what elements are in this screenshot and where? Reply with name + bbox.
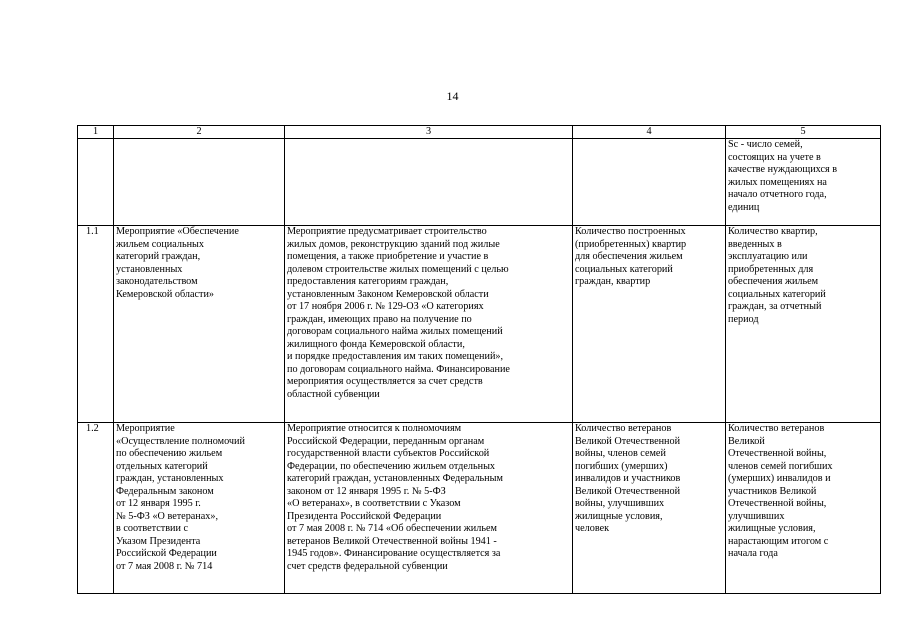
formula-cell: Количество квартир, введенных в эксплуатацию или приобретенных для обеспечения жильем социальных категорий граждан, за отчетный период (726, 226, 881, 423)
row-number: 1.2 (78, 423, 114, 594)
table-row (78, 423, 881, 594)
table-row (78, 226, 881, 423)
event-cell: Мероприятие «Обеспечение жильем социальных категорий граждан, установленных законодательством Кемеровской области» (114, 226, 285, 423)
document-table (77, 125, 881, 594)
description-cell: Мероприятие относится к полномочиям Российской Федерации, переданным органам государственной власти субъектов Российской Федерации, по обеспечению жильем отдельных категорий граждан, установленных Федеральным законом от 12 января 1995 г. № 5-ФЗ «О ветеранах», в соответствии с Указом Президента Российской Федерации от 7 мая 2008 г. № 714 «Об обеспечении жильем ветеранов Великой Отечественной войны 1941 - 1945 годов». Финансирование осуществляется за счет средств федеральной субвенции (285, 423, 573, 594)
indicator-cell: Количество ветеранов Великой Отечественной войны, членов семей погибших (умерших) инвалидов и участников Великой Отечественной войны, улучшивших жилищные условия, человек (573, 423, 726, 594)
page-number: 14 (446, 89, 459, 103)
indicator-cell (573, 139, 726, 226)
header-cell-5: 5 (726, 126, 881, 139)
event-cell: Мероприятие «Осуществление полномочий по обеспечению жильем отдельных категорий граждан, установленных Федеральным законом от 12 января 1995 г. № 5-ФЗ «О ветеранах», в соответствии с Указом Президента Российской Федерации от 7 мая 2008 г. № 714 (114, 423, 285, 594)
description-cell (285, 139, 573, 226)
formula-cell: Sc - число семей, состоящих на учете в качестве нуждающихся в жилых помещениях на начало отчетного года, единиц (726, 139, 881, 226)
table-header-row (78, 126, 881, 139)
indicator-cell: Количество построенных (приобретенных) квартир для обеспечения жильем социальных категорий граждан, квартир (573, 226, 726, 423)
header-cell-4: 4 (573, 126, 726, 139)
header-cell-2: 2 (114, 126, 285, 139)
description-cell: Мероприятие предусматривает строительство жилых домов, реконструкцию зданий под жилые помещения, а также приобретение и участие в долевом строительстве жилых помещений с целью предоставления категориям граждан, установленным Законом Кемеровской области от 17 ноября 2006 г. № 129-ОЗ «О категориях граждан, имеющих право на получение по договорам социального найма жилых помещений жилищного фонда Кемеровской области, и порядке предоставления им таких помещений», по договорам социального найма. Финансирование мероприятия осуществляется за счет средств областной субвенции (285, 226, 573, 423)
header-cell-3: 3 (285, 126, 573, 139)
formula-cell: Количество ветеранов Великой Отечественной войны, членов семей погибших (умерших) инвалидов и участников Великой Отечественной войны, улучшивших жилищные условия, нарастающим итогом с начала года (726, 423, 881, 594)
row-number: 1.1 (78, 226, 114, 423)
header-cell-1: 1 (78, 126, 114, 139)
event-cell (114, 139, 285, 226)
row-number (78, 139, 114, 226)
table-row (78, 139, 881, 226)
